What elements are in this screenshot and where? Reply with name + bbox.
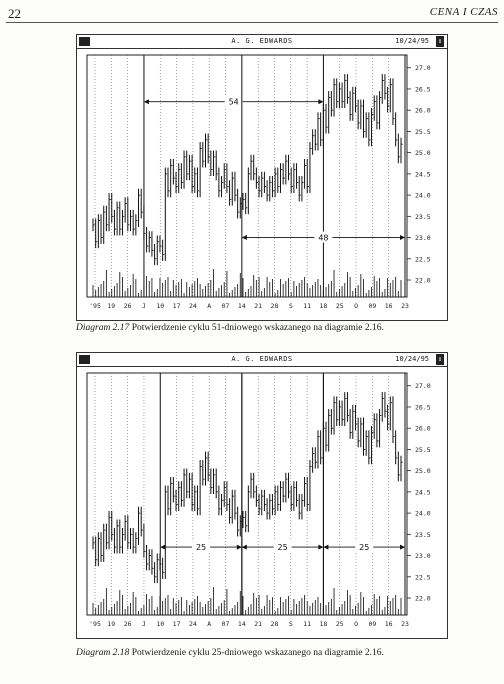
x-tick-label: S [288, 302, 293, 310]
x-tick-label: 23 [401, 620, 409, 628]
y-tick-label: 24.5 [415, 488, 431, 497]
arrow-head-right [318, 99, 323, 104]
x-tick-label: S [288, 620, 293, 628]
cycle-label: 54 [228, 97, 239, 107]
y-tick-label: 25.5 [415, 445, 431, 454]
y-tick-label: 25.0 [415, 467, 431, 476]
running-head: CENA I CZAS [429, 6, 498, 18]
x-tick-label: O [354, 620, 359, 628]
x-tick-label: 17 [172, 620, 181, 628]
arrow-head-left [144, 99, 149, 104]
cycle-label: 25 [195, 543, 207, 553]
x-tick-label: '95 [89, 620, 101, 628]
y-tick-label: 26.0 [415, 106, 431, 115]
x-tick-label: A [207, 302, 212, 310]
cycle-label: 48 [318, 233, 329, 243]
y-tick-label: 27.0 [415, 64, 431, 73]
x-tick-label: 07 [221, 302, 230, 310]
y-tick-label: 24.0 [415, 191, 431, 200]
x-tick-label: 16 [384, 620, 393, 628]
caption-label: Diagram 2.17 [76, 323, 130, 333]
x-tick-label: 28 [270, 620, 279, 628]
x-tick-label: 21 [254, 620, 263, 628]
x-tick-label: 26 [123, 620, 132, 628]
y-tick-label: 27.0 [415, 382, 431, 391]
x-tick-label: 21 [254, 302, 263, 310]
x-tick-label: 24 [188, 302, 197, 310]
x-tick-label: 11 [303, 302, 312, 310]
y-tick-label: 25.5 [415, 127, 431, 136]
x-tick-label: J [141, 620, 146, 628]
y-tick-label: 22.0 [415, 276, 431, 285]
window-date: 10/24/95 [395, 355, 429, 363]
y-tick-label: 26.5 [415, 403, 431, 412]
x-tick-label: A [207, 620, 212, 628]
arrow-head-right [237, 545, 242, 550]
chart-window-2 [76, 352, 448, 639]
x-tick-label: 18 [319, 302, 328, 310]
x-tick-label: 23 [401, 302, 409, 310]
window-title: A. G. EDWARDS [231, 37, 293, 45]
y-tick-label: 26.0 [415, 424, 431, 433]
scroll-arrows-icon[interactable]: ⇕ [437, 355, 443, 363]
x-tick-label: 10 [156, 620, 165, 628]
y-tick-label: 23.0 [415, 234, 431, 243]
price-chart [77, 49, 447, 320]
y-tick-label: 24.5 [415, 170, 431, 179]
scroll-arrows-icon[interactable]: ⇕ [437, 37, 443, 45]
arrow-head-left [160, 545, 165, 550]
window-date: 10/24/95 [395, 37, 429, 45]
arrow-head-left [242, 235, 247, 240]
window-title: A. G. EDWARDS [231, 355, 293, 363]
y-tick-label: 23.0 [415, 552, 431, 561]
figure-caption [76, 648, 384, 658]
y-tick-label: 22.0 [415, 594, 431, 603]
y-tick-label: 22.5 [415, 255, 431, 264]
window-titlebar [77, 35, 447, 49]
arrow-head-right [400, 235, 405, 240]
plot-area [87, 55, 407, 297]
y-tick-label: 22.5 [415, 573, 431, 582]
cycle-label: 25 [359, 543, 370, 553]
x-tick-label: 14 [237, 620, 246, 628]
price-chart [77, 367, 447, 638]
x-tick-label: 11 [303, 620, 312, 628]
chart-window-1 [76, 34, 448, 321]
x-tick-label: 19 [107, 620, 116, 628]
x-tick-label: 26 [123, 302, 132, 310]
x-tick-label: 24 [188, 620, 197, 628]
arrow-head-left [323, 545, 328, 550]
x-tick-label: 28 [270, 302, 279, 310]
x-tick-label: 25 [335, 620, 344, 628]
arrow-head-right [400, 545, 405, 550]
arrow-head-right [318, 545, 323, 550]
x-tick-label: '95 [89, 302, 101, 310]
x-tick-label: J [141, 302, 146, 310]
caption-text: Potwierdzenie cyklu 51-dniowego wskazanego na diagramie 2.16. [131, 323, 384, 333]
caption-text: Potwierdzenie cyklu 25-dniowego wskazanego na diagramie 2.16. [131, 648, 384, 658]
y-tick-label: 25.0 [415, 149, 431, 158]
arrow-head-left [242, 545, 247, 550]
y-tick-label: 23.5 [415, 212, 431, 221]
x-tick-label: 17 [172, 302, 181, 310]
x-tick-label: 10 [156, 302, 165, 310]
x-tick-label: 09 [368, 302, 377, 310]
y-tick-label: 26.5 [415, 85, 431, 94]
x-tick-label: 18 [319, 620, 328, 628]
figure-caption [76, 323, 384, 333]
header-rule [6, 22, 498, 23]
y-tick-label: 24.0 [415, 509, 431, 518]
window-titlebar [77, 353, 447, 367]
x-tick-label: 16 [384, 302, 393, 310]
page-number: 22 [8, 6, 21, 21]
y-tick-label: 23.5 [415, 530, 431, 539]
x-tick-label: 19 [107, 302, 116, 310]
x-tick-label: 25 [335, 302, 344, 310]
cycle-label: 25 [277, 543, 288, 553]
caption-label: Diagram 2.18 [76, 648, 130, 658]
x-tick-label: O [354, 302, 359, 310]
x-tick-label: 09 [368, 620, 377, 628]
x-tick-label: 07 [221, 620, 230, 628]
x-tick-label: 14 [237, 302, 246, 310]
plot-area [87, 373, 407, 615]
